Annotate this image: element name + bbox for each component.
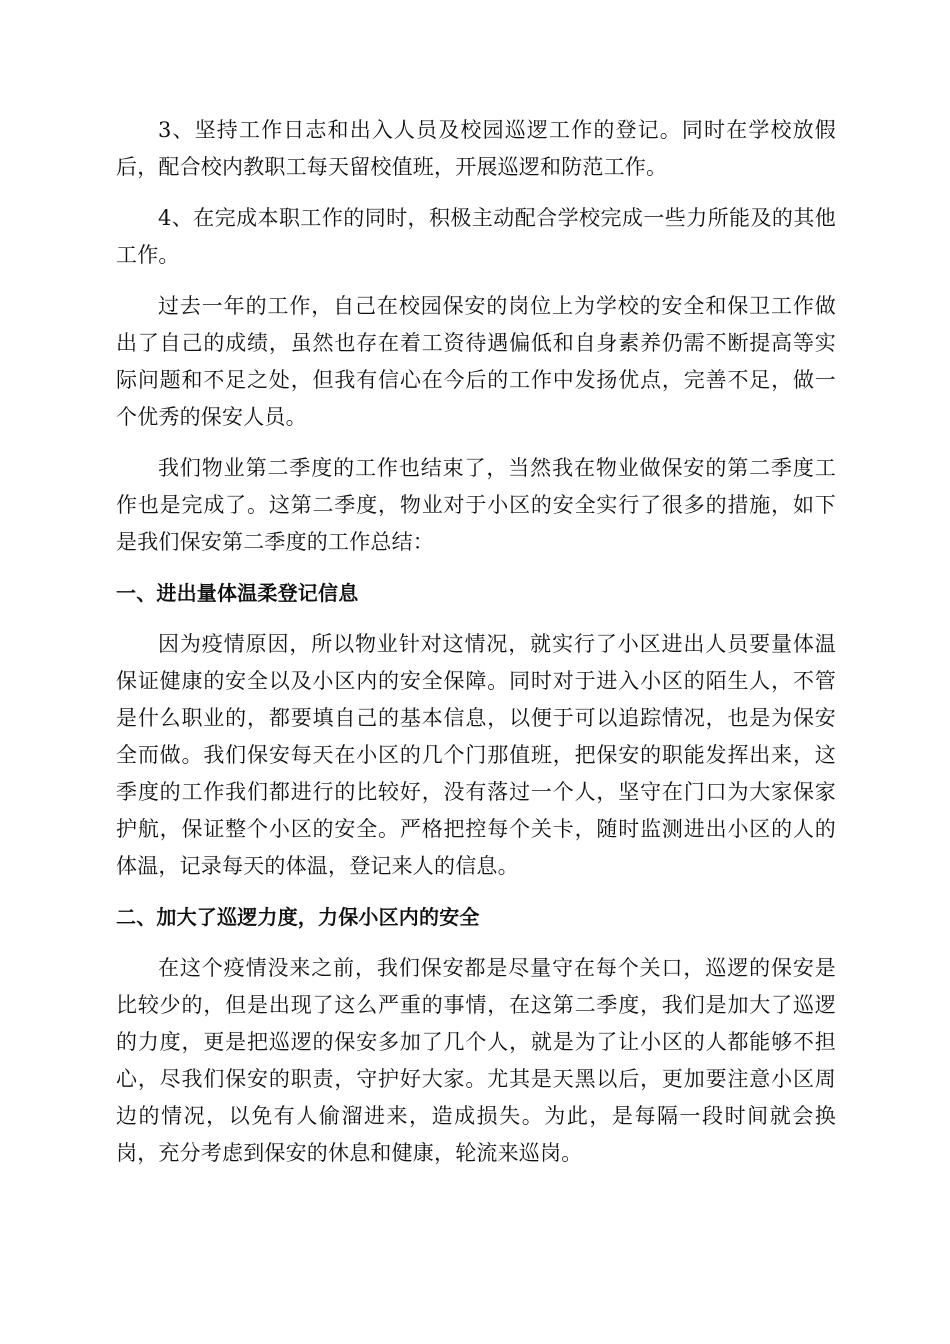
section-heading-2: 二、加大了巡逻力度，力保小区内的安全 [116,905,480,929]
document-body [116,112,836,1186]
paragraph-intro-q2: 我们物业第二季度的工作也结束了，当然我在物业做保安的第二季度工作也是完成了。这第二季度，物业对于小区的安全实行了很多的措施，如下是我们保安第二季度的工作总结： [116,456,836,554]
section-heading-1: 一、进出量体温柔登记信息 [116,581,359,605]
paragraph-section-1: 因为疫情原因，所以物业针对这情况，就实行了小区进出人员要量体温保证健康的安全以及小区内的安全保障。同时对于进入小区的陌生人，不管是什么职业的，都要填自己的基本信息，以便于可以追踪情况，也是为保安全而做。我们保安每天在小区的几个门那值班，把保安的职能发挥出来，这季度的工作我们都进行的比较好，没有落过一个人，坚守在门口为大家保家护航，保证整个小区的安全。严格把控每个关卡，随时监测进出小区的人的体温，记录每天的体温，登记来人的信息。 [116,632,836,878]
paragraph-summary-year: 过去一年的工作，自己在校园保安的岗位上为学校的安全和保卫工作做出了自己的成绩，虽然也存在着工资待遇偏低和自身素养仍需不断提高等实际问题和不足之处，但我有信心在今后的工作中发扬优点，完善不足，做一个优秀的保安人员。 [116,294,836,429]
paragraph-item-3: 3、坚持工作日志和出入人员及校园巡逻工作的登记。同时在学校放假后，配合校内教职工每天留校值班，开展巡逻和防范工作。 [116,118,836,179]
paragraph-item-4: 4、在完成本职工作的同时，积极主动配合学校完成一些力所能及的其他工作。 [116,206,836,267]
paragraph-section-2: 在这个疫情没来之前，我们保安都是尽量守在每个关口，巡逻的保安是比较少的，但是出现了这么严重的事情，在这第二季度，我们是加大了巡逻的力度，更是把巡逻的保安多加了几个人，就是为了让小区的人都能够不担心，尽我们保安的职责，守护好大家。尤其是天黑以后，更加要注意小区周边的情况，以免有人偷溜进来，造成损失。为此，是每隔一段时间就会换岗，充分考虑到保安的休息和健康，轮流来巡岗。 [116,956,836,1165]
